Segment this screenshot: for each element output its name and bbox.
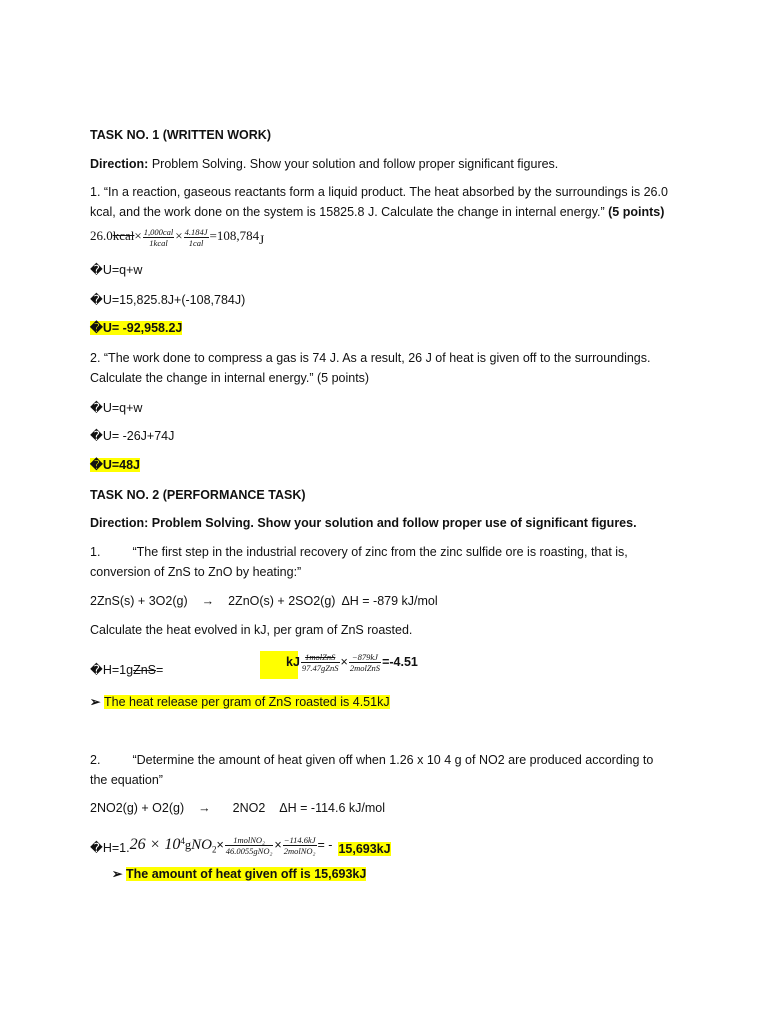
p1-dh-prefix: �H=1g — [90, 663, 134, 677]
fraction-numerator: 1molZnS — [301, 652, 340, 663]
task2-direction: Direction: Problem Solving. Show your solution and follow proper use of significant figures. — [90, 516, 637, 530]
p2-equation — [90, 800, 385, 816]
p1-dh-eq: = — [156, 663, 164, 677]
task1-q1-calculation: 26.0kcal× $\frac{\text{1,000cal}}{\text{1kcal}}$ × $\frac{4.184J}{\text{1cal}}$ =108,784J — [90, 226, 265, 248]
arrow-bullet-icon: ➢ — [112, 867, 123, 881]
q1-step1: �U=q+w — [90, 263, 143, 277]
p2-big-number: 26 × 10 — [129, 836, 181, 854]
task1-q2-line1: 2. “The work done to compress a gas is 74 J. As a result, 26 J of heat is given off to the surroundings. — [90, 351, 651, 365]
p1-eq-left: 2ZnS(s) + 3O2(g) — [90, 594, 188, 608]
p1-line1-text: “The first step in the industrial recovery of zinc from the zinc sulfide ore is roasting, that is, — [132, 545, 628, 559]
p1-calculation — [286, 650, 418, 674]
p1-conclusion: The heat release per gram of ZnS roasted is 4.51kJ — [104, 695, 390, 709]
fraction-mol-per-gram-no2 — [225, 835, 274, 856]
fraction-kj-per-mol-no2 — [283, 835, 317, 856]
q1-step2: �U=15,825.8J+(-108,784J) — [90, 293, 246, 307]
p2-line2: the equation” — [90, 773, 163, 787]
p2-sub: 2 — [211, 844, 217, 855]
p2-exponent: 4 — [180, 836, 185, 846]
q2-step2: �U= -26J+74J — [90, 429, 175, 443]
task1-direction — [90, 156, 558, 172]
task1-q1-line2-text: kcal, and the work done on the system is 15825.8 J. Calculate the change in internal energy.” — [90, 205, 605, 219]
task1-heading: TASK NO. 1 (WRITTEN WORK) — [90, 128, 271, 142]
p2-no2: NO — [191, 837, 212, 854]
p2-line1 — [90, 752, 653, 768]
p2-dh-label: �H=1. — [90, 841, 130, 856]
p1-dh-zns: ZnS — [133, 663, 156, 677]
p1-eq-right: 2ZnO(s) + 2SO2(g) — [228, 594, 336, 608]
p2-eq-right: 2NO2 — [232, 801, 266, 815]
task2-heading: TASK NO. 2 (PERFORMANCE TASK) — [90, 488, 306, 502]
fraction-kj-per-mol — [349, 652, 381, 673]
q1-answer — [90, 320, 182, 336]
p1-kj: kJ — [286, 655, 300, 669]
task1-direction-label: Direction: — [90, 157, 149, 171]
p2-eq-left: 2NO2(g) + O2(g) — [90, 801, 185, 815]
fraction-numerator: 1molNO₂ — [225, 835, 274, 846]
fraction-denominator: 2molNO₂ — [283, 846, 316, 857]
p1-equation — [90, 593, 438, 609]
p2-number: 2. — [90, 753, 101, 767]
task1-q1-points: (5 points) — [604, 205, 665, 219]
fraction-denominator: 2molZnS — [349, 663, 381, 674]
fraction-numerator: 1,000cal — [143, 226, 174, 237]
q2-answer — [90, 457, 140, 473]
fraction-denominator: 46.0055gNO₂ — [225, 846, 273, 857]
p2-result: 15,693kJ — [338, 842, 391, 857]
q2-step1: �U=q+w — [90, 401, 143, 415]
fraction-j-per-cal — [184, 227, 209, 248]
p2-eq-arrow: → — [198, 801, 211, 815]
calc-unit: J — [259, 232, 265, 247]
p2-line1-text: “Determine the amount of heat given off when 1.26 x 10 4 g of NO2 are produced according to — [132, 753, 654, 767]
p1-question: Calculate the heat evolved in kJ, per gram of ZnS roasted. — [90, 623, 413, 637]
fraction-denominator: 97.47gZnS — [301, 663, 339, 674]
task1-q1-line1: 1. “In a reaction, gaseous reactants form a liquid product. The heat absorbed by the surroundings is 26.0 — [90, 185, 668, 199]
fraction-numerator: −879kJ — [349, 652, 381, 663]
p2-g: g — [184, 838, 192, 853]
p1-eq-arrow: → — [201, 594, 215, 608]
arrow-bullet-icon: ➢ — [90, 695, 101, 709]
p2-conclusion: The amount of heat given off is 15,693kJ — [126, 867, 367, 881]
fraction-mol-per-gram — [301, 652, 340, 673]
q1-answer-text: �U= -92,958.2J — [90, 321, 183, 335]
p2-calculation: �H=1.26 × $10^4gNO_2\times$ $\frac{\text{1molNO₂}}{\text{46.0055gNO₂}}$ × $\frac{-114.6kJ}{\text{2molNO₂}}$ = - 15,693kJ — [90, 835, 391, 857]
p1-line1 — [90, 544, 628, 560]
fraction-denominator: 1cal — [188, 237, 204, 248]
task1-q2-line2: Calculate the change in internal energy.” (5 points) — [90, 371, 370, 385]
p1-dh-label — [90, 662, 163, 678]
p1-line2: conversion of ZnS to ZnO by heating:” — [90, 565, 302, 579]
p2-eq-sign: = - — [317, 838, 333, 853]
calc-kcal: kcal — [112, 228, 135, 243]
fraction-numerator: −114.6kJ — [283, 835, 316, 846]
q2-answer-text: �U=48J — [90, 458, 140, 472]
fraction-numerator: 4.184J — [184, 226, 208, 237]
p2-conclusion-row — [112, 866, 366, 882]
fraction-denominator: 1kcal — [149, 237, 168, 248]
p1-conclusion-row — [90, 694, 390, 710]
calc-result: =108,784 — [209, 228, 260, 243]
p2-eq-dh: ΔH = -114.6 kJ/mol — [279, 801, 386, 815]
p1-number: 1. — [90, 545, 101, 559]
p1-eq-dh: ΔH = -879 kJ/mol — [341, 594, 438, 608]
task1-direction-text: Problem Solving. Show your solution and follow proper significant figures. — [148, 157, 559, 171]
p1-result: =-4.51 — [382, 655, 418, 669]
task1-q1-line2 — [90, 204, 664, 220]
fraction-cal-per-kcal — [143, 227, 175, 248]
p1-times: × — [340, 655, 348, 669]
calc-start: 26.0 — [90, 228, 113, 243]
